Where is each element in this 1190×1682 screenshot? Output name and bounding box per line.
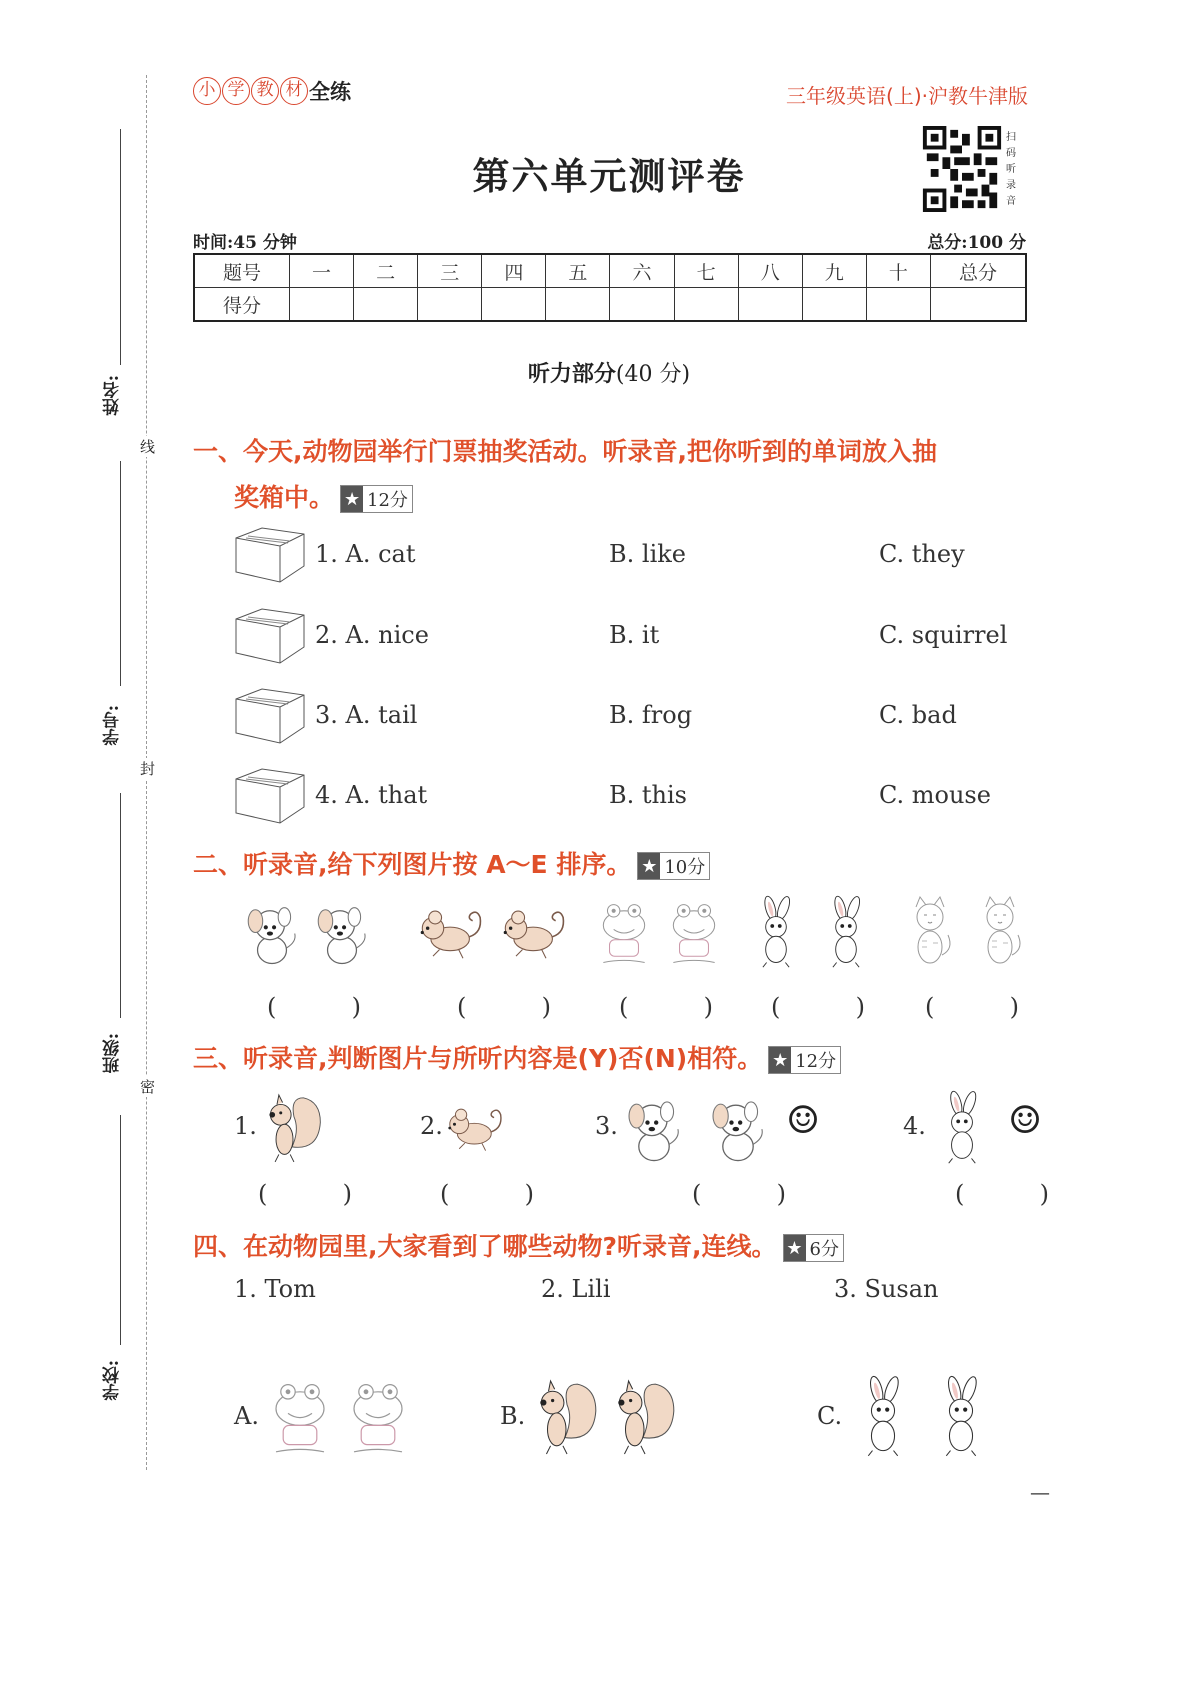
section3-heading-text: 三、听录音,判断图片与所听内容是(Y)否(N)相符。 — [193, 1044, 763, 1073]
score-header-cell: 七 — [674, 254, 738, 288]
school-field-line[interactable] — [120, 1115, 121, 1345]
brand-logo — [193, 76, 351, 106]
seal-char-secret: 密 — [140, 1078, 156, 1096]
option-label: C. — [817, 1402, 843, 1430]
score-row-label: 得分 — [194, 288, 290, 322]
points-text: 6分 — [809, 1239, 839, 1260]
star-icon: ★ — [784, 1235, 806, 1261]
score-cell[interactable] — [354, 288, 418, 322]
logo-char: 学 — [222, 77, 250, 105]
option-label: B. — [500, 1402, 526, 1430]
score-table-header-row — [194, 254, 1026, 288]
edition-label: 三年级英语(上)·沪教牛津版 — [786, 84, 1028, 108]
points-badge — [783, 1234, 844, 1262]
part-title-text: 听力部分 — [527, 362, 616, 387]
listening-part-title — [0, 357, 1190, 388]
section1-heading-cont — [234, 478, 413, 514]
part-points: (40 分) — [615, 362, 691, 387]
lottery-box-icon — [233, 767, 307, 825]
points-badge — [637, 852, 710, 880]
seal-char-line: 线 — [140, 438, 156, 456]
dog-picture — [311, 895, 373, 970]
answer-blank[interactable]: ( ) — [771, 993, 865, 1021]
score-header-cell: 题号 — [194, 254, 290, 288]
score-header-cell: 五 — [546, 254, 610, 288]
squirrel-picture — [260, 1090, 326, 1166]
option-b: B. this — [609, 781, 687, 809]
score-header-cell: 三 — [418, 254, 482, 288]
frog-picture — [663, 895, 725, 970]
answer-blank[interactable]: ( ) — [258, 1180, 352, 1208]
option-b: B. like — [609, 540, 686, 568]
lottery-box-icon — [233, 526, 307, 584]
school-label: 学校: — [103, 1360, 123, 1401]
score-table-score-row — [194, 288, 1026, 322]
answer-blank[interactable]: ( ) — [692, 1180, 786, 1208]
score-cell[interactable] — [802, 288, 866, 322]
score-header-cell: 六 — [610, 254, 674, 288]
student-id-field-line[interactable] — [120, 461, 121, 686]
option-b: B. frog — [609, 701, 693, 729]
smiley-face-icon: ☺ — [786, 1098, 821, 1142]
rabbit-picture — [745, 895, 807, 970]
option-c: C. mouse — [879, 781, 991, 809]
section2-heading-text: 二、听录音,给下列图片按 A～E 排序。 — [193, 850, 632, 879]
rabbit-picture — [929, 1090, 995, 1166]
rabbit-picture — [815, 895, 877, 970]
score-cell[interactable] — [290, 288, 354, 322]
frog-picture — [342, 1375, 414, 1459]
section1-heading-line2: 奖箱中。 — [234, 483, 335, 512]
dog-picture — [621, 1090, 687, 1166]
lottery-box-icon — [233, 607, 307, 665]
frog-picture — [593, 895, 655, 970]
lottery-box-icon — [233, 687, 307, 745]
item-number: 4. — [903, 1112, 926, 1140]
section3-heading — [193, 1039, 841, 1075]
score-header-cell: 八 — [738, 254, 802, 288]
answer-blank[interactable]: ( ) — [955, 1180, 1049, 1208]
dog-picture — [241, 895, 303, 970]
page-title: 第六单元测评卷 — [472, 155, 746, 198]
name-label: 姓名: — [103, 375, 123, 416]
logo-char: 材 — [280, 77, 308, 105]
class-label: 班级: — [103, 1033, 123, 1074]
student-id-label: 学号: — [103, 705, 123, 746]
score-cell[interactable] — [610, 288, 674, 322]
score-cell[interactable] — [418, 288, 482, 322]
score-cell[interactable] — [674, 288, 738, 322]
score-header-cell: 十 — [866, 254, 930, 288]
dog-picture — [705, 1090, 771, 1166]
score-header-cell: 四 — [482, 254, 546, 288]
option-c: C. they — [879, 540, 965, 568]
score-header-cell: 二 — [354, 254, 418, 288]
star-icon: ★ — [638, 853, 660, 879]
star-icon: ★ — [341, 486, 363, 512]
rabbit-picture — [925, 1375, 997, 1459]
option-a: 2. A. nice — [315, 621, 429, 649]
item-number: 2. — [420, 1112, 443, 1140]
item-number: 3. — [595, 1112, 618, 1140]
section4-heading-text: 四、在动物园里,大家看到了哪些动物?听录音,连线。 — [193, 1232, 777, 1261]
option-b: B. it — [609, 621, 660, 649]
answer-blank[interactable]: ( ) — [619, 993, 713, 1021]
section1-heading: 一、今天,动物园举行门票抽奖活动。听录音,把你听到的单词放入抽 — [193, 437, 937, 466]
rabbit-picture — [847, 1375, 919, 1459]
score-table — [193, 253, 1027, 322]
answer-blank[interactable]: ( ) — [267, 993, 361, 1021]
person-name[interactable]: 1. Tom — [234, 1275, 316, 1303]
score-cell[interactable] — [866, 288, 930, 322]
squirrel-picture — [608, 1375, 680, 1459]
person-name[interactable]: 3. Susan — [834, 1275, 939, 1303]
score-header-cell: 总分 — [931, 254, 1027, 288]
score-cell[interactable] — [546, 288, 610, 322]
option-c: C. squirrel — [879, 621, 1008, 649]
option-label: A. — [234, 1402, 259, 1430]
mouse-picture — [446, 1090, 512, 1166]
logo-tail: 全练 — [309, 80, 351, 104]
smiley-face-icon: ☺ — [1008, 1098, 1043, 1142]
item-number: 1. — [234, 1112, 257, 1140]
score-cell[interactable] — [482, 288, 546, 322]
person-name[interactable]: 2. Lili — [541, 1275, 611, 1303]
page-mark: — — [1030, 1480, 1050, 1504]
score-cell[interactable] — [931, 288, 1027, 322]
logo-char: 小 — [193, 77, 221, 105]
star-icon: ★ — [769, 1047, 791, 1073]
cat-picture — [969, 895, 1031, 970]
option-a: 4. A. that — [315, 781, 428, 809]
seal-char-seal: 封 — [140, 760, 156, 778]
answer-blank[interactable]: ( ) — [440, 1180, 534, 1208]
points-text: 12分 — [367, 490, 408, 511]
points-text: 10分 — [664, 857, 706, 878]
class-field-line[interactable] — [120, 793, 121, 1018]
total-score: 总分:100 分 — [927, 233, 1026, 253]
score-header-cell: 九 — [802, 254, 866, 288]
squirrel-picture — [530, 1375, 602, 1459]
points-badge — [340, 485, 413, 513]
logo-char: 教 — [251, 77, 279, 105]
mouse-picture — [501, 895, 576, 970]
section4-heading — [193, 1227, 844, 1263]
mouse-picture — [418, 895, 493, 970]
time-limit: 时间:45 分钟 — [193, 233, 297, 253]
frog-picture — [264, 1375, 336, 1459]
qr-label: 扫码听录音 — [1006, 132, 1016, 207]
score-cell[interactable] — [738, 288, 802, 322]
score-header-cell: 一 — [290, 254, 354, 288]
option-c: C. bad — [879, 701, 957, 729]
answer-blank[interactable]: ( ) — [925, 993, 1019, 1021]
option-a: 1. A. cat — [315, 540, 416, 568]
option-a: 3. A. tail — [315, 701, 418, 729]
points-badge — [768, 1046, 841, 1074]
points-text: 12分 — [795, 1051, 837, 1072]
cat-picture — [899, 895, 961, 970]
section2-heading — [193, 845, 710, 881]
answer-blank[interactable]: ( ) — [457, 993, 551, 1021]
